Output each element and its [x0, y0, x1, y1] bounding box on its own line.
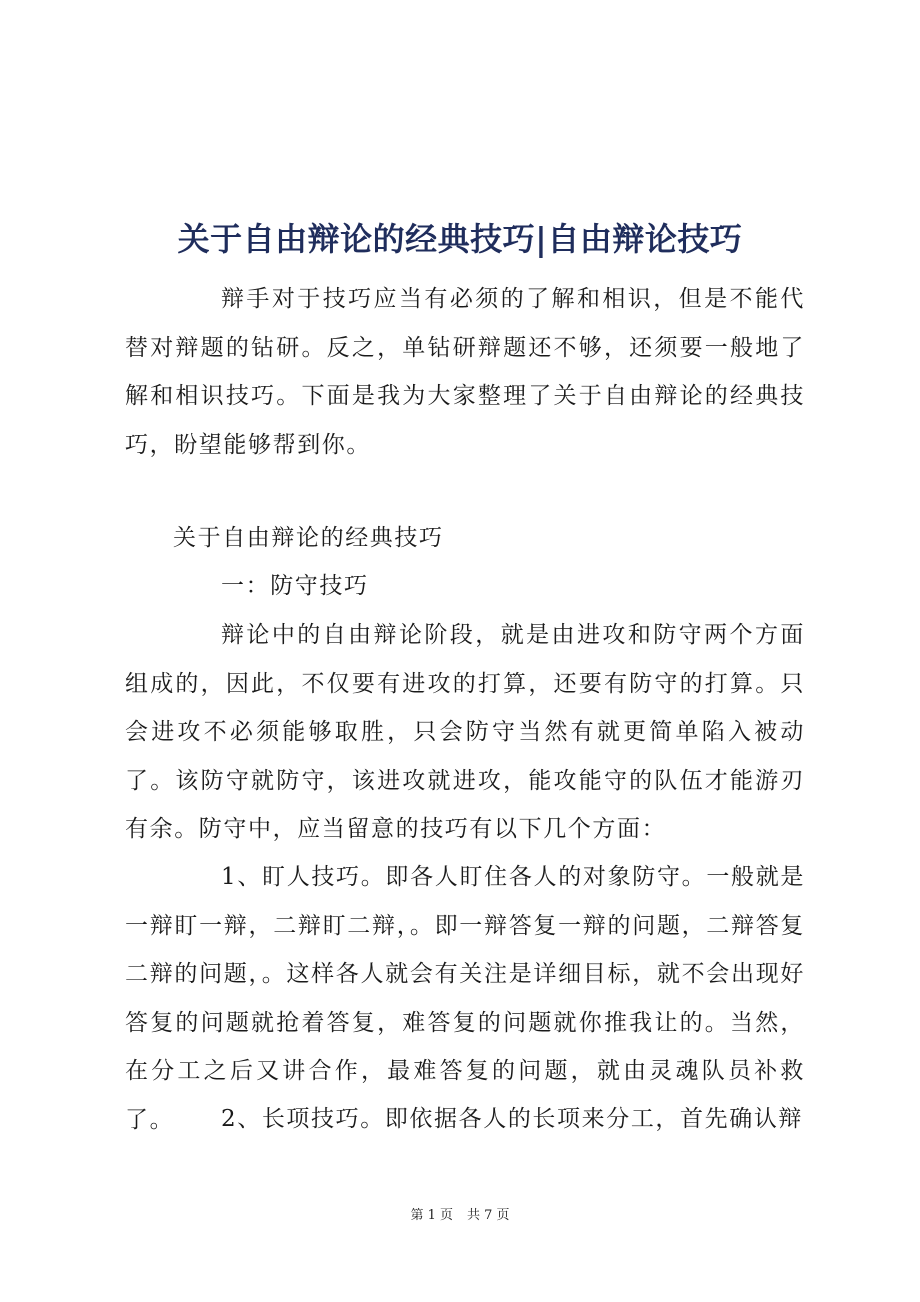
- subtitle-heading: 关于自由辩论的经典技巧: [173, 525, 444, 551]
- section-heading-defense: 一：防守技巧: [221, 573, 369, 599]
- current-page-number: 第 1 页: [410, 1208, 453, 1223]
- intro-paragraph: 辩手对于技巧应当有必须的了解和相识，但是不能代替对辩题的钻研。反之，单钻研辩题还不够，还须要一般地了解和相识技巧。下面是我为大家整理了关于自由辩论的经典技巧，盼望能够帮到你。: [125, 286, 805, 458]
- total-pages: 共 7 页: [467, 1208, 510, 1223]
- page-footer: [0, 1206, 920, 1226]
- page-title: 关于自由辩论的经典技巧|自由辩论技巧: [177, 220, 743, 259]
- tip-1-paragraph: 1、盯人技巧。即各人盯住各人的对象防守。一般就是一辩盯一辩，二辩盯二辩，。即一辩答复一辩的问题，二辩答复二辩的问题，。这样各人就会有关注是详细目标，就不会出现好答复的问题就抢着答复，难答复的问题就你推我让的。当然，在分工之后又讲合作，最难答复的问题，就由灵魂队员补救了。: [125, 864, 805, 1133]
- defense-overview-paragraph: 辩论中的自由辩论阶段，就是由进攻和防守两个方面组成的，因此，不仅要有进攻的打算，还要有防守的打算。只会进攻不必须能够取胜，只会防守当然有就更简单陷入被动了。该防守就防守，该进攻就进攻，能攻能守的队伍才能游刃有余。防守中，应当留意的技巧有以下几个方面：: [125, 622, 805, 842]
- tip-2-paragraph: 2、长项技巧。即依据各人的长项来分工，首先确认辩: [221, 1106, 804, 1132]
